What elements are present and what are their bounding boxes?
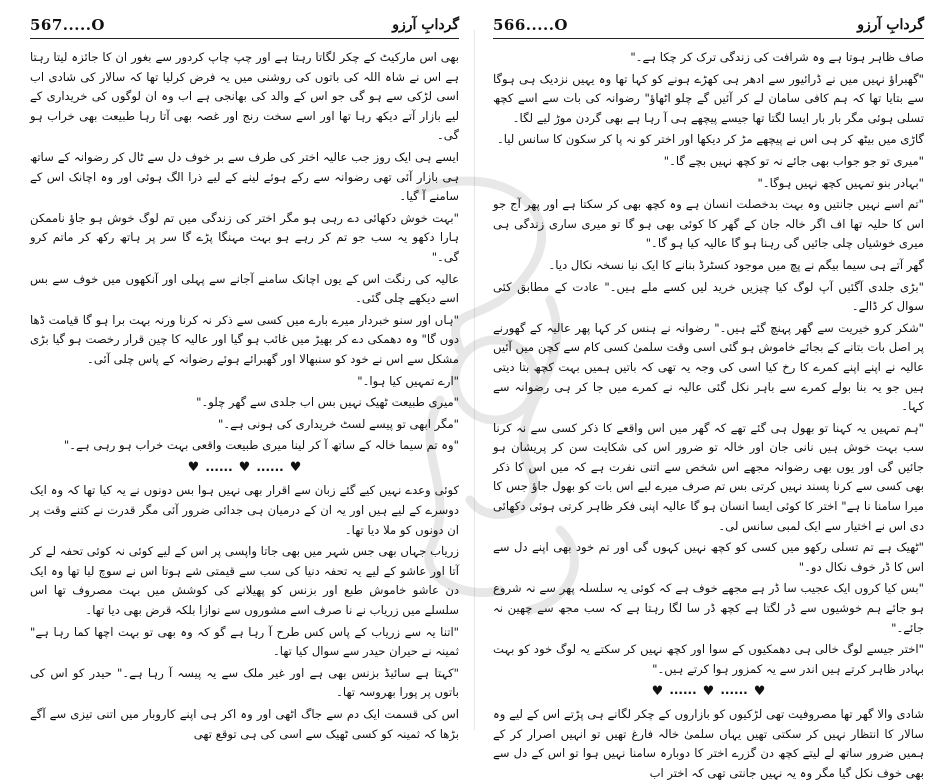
paragraph: "میری تو جو جواب بھی جائے نہ تو کچھ نہیں بچے گا۔": [663, 153, 924, 168]
heart-icon: ♥: [187, 460, 200, 476]
paragraph: بھی اس مارکیٹ کے چکر لگاتا رہتا ہے اور چپ چاپ کردور سے بغور ان کا جائزہ لیتا رہتا ہے اس نے شاہ اللہ کی باتوں کی روشنی میں یہ فرض کرلیا تھا کہ سالار کی شادی اب اسی لڑکی سے ہو گی جو اس کے والد کی بھانجی ہے اب وہ ان لوگوں کی خریداری کے لیے بازار آتے دیکھ رہا تھا اور اسے سخت رنج اور غصہ بھی آتا رہا طبیعت بھی خراب ہو گی۔: [30, 50, 459, 143]
paragraph: شادی والا گھر تھا مصروفیت تھی لڑکیوں کو بازاروں کے چکر لگانے ہی پڑتے اس کے لیے وہ سالار کا انتظار نہیں کر سکتی تھیں یہاں سلمیٰ خالہ فارغ تھیں تو انہیں اصرار کر کے ہمیں ضرور ساتھ لے لیتے کچھ دن گزرے اختر کا دوبارہ سامنا نہیں ہوا تو اس کے دل سے بھی خوف نکل گیا مگر وہ یہ نہیں جانتی تھی کہ اختر اب: [493, 707, 924, 780]
paragraph: صاف ظاہر ہوتا ہے وہ شرافت کی زندگی ترک کر چکا ہے۔": [630, 50, 924, 64]
running-title: گردابِ آرزو: [857, 17, 924, 33]
heart-icon: ♥: [289, 460, 302, 476]
paragraph: "بہت خوش دکھائی دے رہی ہو مگر اختر کی زندگی میں تم لوگ خوش ہو جاؤ ناممکن ہارا دکھو یہ سب جو تم کر رہے ہو بہت مہنگا پڑے گا سر پر ہاتھ رکھ کر ماتم کرو گی۔": [30, 210, 459, 264]
section-divider: [493, 681, 924, 701]
paragraph: عالیہ کی رنگت اس کے یوں اچانک سامنے آجانے سے پہلی اور آنکھوں میں خوف سے بس اسے دیکھے چلی گئی۔: [30, 271, 459, 306]
section-divider: [30, 458, 459, 478]
page-number-label: 566.....O: [493, 16, 568, 34]
divider-dots: ......: [205, 459, 233, 474]
paragraph: کوئی وعدے نہیں کیے گئے زبان سے اقرار بھی نہیں ہوا بس دونوں نے یہ کیا تھا کہ وہ ایک دوسرے کے لیے ہیں اور یہ ان کے درمیان ہی جدائی ضرور آئی مگر قدرت نے کتنے وقت پر ان دونوں کو ملا دیا تھا۔: [30, 483, 459, 537]
running-title: گردابِ آرزو: [392, 17, 459, 33]
divider-dots: ......: [669, 683, 697, 698]
paragraph: "میری طبیعت ٹھیک نہیں بس اب جلدی سے گھر چلو۔": [196, 395, 459, 410]
heart-icon: ♥: [753, 683, 766, 699]
heart-icon: ♥: [702, 683, 715, 699]
paragraph: "ہم تمہیں یہ کہنا تو بھول ہی گئے تھے کہ گھر میں اس واقعے کا ذکر کسی سے نہ کرنا سب بہت خوش ہیں نانی جان اور خالہ تو ضرور اس کی شکایت سن کر پریشان ہو جائیں گی اور یوں بھی رضوانہ مجھے اس شخص سے اتنی نفرت ہے کہ میں اس کا ذکر بھی کسی سے کرنا پسند نہیں کرتی بس تم صرف میرے لیے اس بات کو بھول جاؤ جس کا میرا سامنا نا ہے" اختر کا کوئی ایسا انسان ہو گا عالیہ اپنی فکر ظاہر کرتی ہوئی دکھائی دی اس نے اختیار سے ایک لمبی سانس لی۔: [493, 420, 924, 533]
page-567: [0, 0, 475, 745]
paragraph: "ہاں اور سنو خبردار میرے بارے میں کسی سے ذکر نہ کرنا ورنہ بہت برا ہو گا قیامت ڈھا دوں گا" وہ دھمکی دے کر بھیڑ میں غائب ہو گیا اور عالیہ کا چین قرار رخصت ہو گیا بڑی مشکل سے اس نے خود کو سنبھالا اور گھبرائے ہوئے رضوانہ کے پاس چلی آئی۔: [30, 312, 459, 366]
paragraph: "مگر ابھی تو پیسے لسٹ خریداری کی ہونی ہے۔": [218, 416, 459, 431]
divider-dots: ......: [256, 459, 284, 474]
paragraph: "بس کیا کروں ایک عجیب سا ڈر ہے مجھے خوف ہے کہ کوئی یہ سلسلہ پھر سے نہ شروع ہو جائے ہم خوشیوں سے ڈر لگتا ہے کچھ ڈر سا لگا رہتا ہے کہ سب مجھ سے چھین نہ جائے۔": [493, 581, 924, 635]
paragraph: گاڑی میں بیٹھ کر ہی اس نے پیچھے مڑ کر دیکھا اور اختر کو نہ پا کر سکون کا سانس لیا۔: [496, 132, 924, 147]
page-566: [475, 0, 950, 780]
page-gutter: [474, 30, 475, 730]
paragraph: "کہتا ہے سائیڈ بزنس بھی ہے اور غیر ملک سے یہ پیسہ آ رہا ہے۔" حیدر کو اس کی باتوں پر پورا بھروسہ تھا۔: [30, 665, 459, 700]
paragraph: "ارے تمہیں کیا ہوا۔": [357, 373, 459, 388]
paragraph: "اختر جیسے لوگ خالی ہی دھمکیوں کے سوا اور کچھ نہیں کر سکتے یہ لوگ خود کو بہت بہادر ظاہر کرتے ہیں اندر سے یہ کمزور ہوا کرتے ہیں۔": [493, 642, 924, 676]
page-header-right: [493, 12, 924, 39]
paragraph: "بڑی جلدی آگئیں آپ لوگ کیا چیزیں خرید لیں کسے ملے ہیں۔" عادت کے مطابق کئی سوال کر ڈالے۔: [493, 279, 924, 314]
heart-icon: ♥: [238, 460, 251, 476]
paragraph: ایسے ہی ایک روز جب عالیہ اختر کی طرف سے بر خوف دل سے ٹال کر رضوانہ کے ساتھ ہی بازار آئی تھی رضوانہ سے رکے ہوئے لینے کے لیے ذرا الگ ہوئی اور وہ اچانک اس کے سامنے آ گیا۔: [30, 149, 459, 204]
paragraph: "بہادر بنو تمہیں کچھ نہیں ہوگا۔": [757, 175, 924, 190]
paragraph: "تم اسے نہیں جانتیں وہ بہت بدخصلت انسان ہے وہ کچھ بھی کر سکتا ہے اور پھر آج جو اس کا حلیہ تھا اف اگر خالہ جان کے گھر کا کوئی بھی ہو گا تو میری ساری زندگی ہی میری خوشیاں چلی جائیں گی رہنا ہو گا عالیہ کیا ہو گا۔": [493, 197, 924, 251]
page-body-right: [493, 48, 924, 783]
paragraph: "ٹھیک ہے تم تسلی رکھو میں کسی کو کچھ نہیں کہوں گی اور تم خود بھی اپنے دل سے اس کا ڈر خوف نکال دو۔": [493, 540, 924, 574]
paragraph: گھر آتے ہی سیما بیگم نے پچ میں موجود کسٹرڈ بنانے کا ایک نیا نسخہ نکال دیا۔: [548, 257, 924, 272]
page-header-left: [30, 12, 459, 39]
divider-dots: ......: [720, 683, 748, 698]
paragraph: زریاب جہاں بھی جس شہر میں بھی جاتا واپسی پر اس کے لیے کوئی نہ کوئی تحفہ لے کر آتا اور عاشو کے لیے یہ تحفہ دنیا کی سب سے قیمتی شے ہوتا اس نے سوچ لیا تھا وہ ایک دن عاشو خاموش طبع اور بزنس کو پھیلانے کی کوشش میں بہت مصروف تھا اس سلسلے میں زریاب نے نا صرف اسے مشوروں سے نوازا بلکہ قرض بھی دیا تھا۔: [30, 544, 459, 618]
paragraph: اس کی قسمت ایک دم سے جاگ اٹھی اور وہ اکر ہی اپنے کاروبار میں اتنی تیزی سے آگے بڑھا کہ ثمینہ کو کسی ٹھیک سے اسی کی ہی توقع تھی: [30, 707, 459, 741]
paragraph: "اتنا یہ سے زریاب کے پاس کس طرح آ رہا ہے گو کہ وہ بھی تو بہت اچھا کما رہا ہے" ثمینہ نے حیران حیدر سے سوال کیا تھا۔: [30, 624, 459, 659]
paragraph: "گھبراؤ نہیں میں نے ڈرائیور سے ادھر ہی کھڑے ہونے کو کہا تھا وہ یہیں نزدیک ہی ہوگا سے بتایا تھا کہ ہم کافی سامان لے کر آئیں گے چلو اٹھاؤ" رضوانہ کی بات سے اسے کچھ تسلی ہوئی مگر بار بار ایسا لگتا تھا جیسے پیچھے ہی آ رہا ہے بھی گردن موڑ لیے لگا۔: [493, 71, 924, 125]
heart-icon: ♥: [651, 683, 664, 699]
paragraph: "شکر کرو خیریت سے گھر پہنچ گئے ہیں۔" رضوانہ نے ہنس کر کہا پھر عالیہ کے گھورنے پر اصل بات بتانے کے بجائے خاموش ہو گئی اسی وقت سلمیٰ کسی کام سے کچن میں آئیں عالیہ نے اپنے اپنے کمرے کا رخ کیا اسی کی وجہ یہ تھی کہ باتیں ہمیں بہت کچھ بتا دیتی ہیں جو یہ بنا بولے کمرے سے باہر نکل گئی عالیہ نے کمرے میں جا کر ہی رضوانہ سے کہا۔: [493, 320, 924, 414]
page-body-left: [30, 48, 459, 744]
page-number-label: 567.....O: [30, 16, 105, 34]
paragraph: "وہ تم سیما خالہ کے ساتھ آ کر لینا میری طبیعت واقعی بہت خراب ہو رہی ہے۔": [63, 438, 459, 453]
